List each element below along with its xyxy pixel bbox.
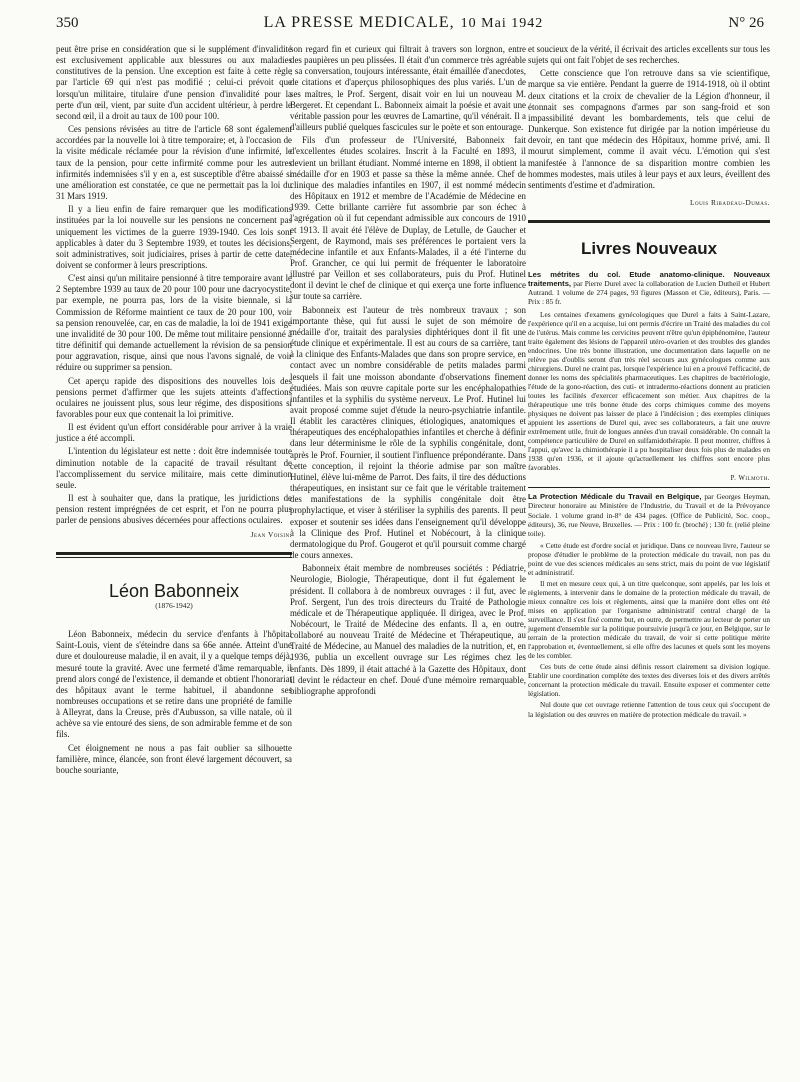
article-paragraph: C'est ainsi qu'un militaire pensionné à titre temporaire avant le 2 Septembre 1939 au taux de 20 pour 100 pour une dacryocystite, par exemple, ne pourra pas, lors de la visite biennale, si la Commission de Réforme maintient ce taux de 20 pour 100, voir sa pension renouvelée, car, en cas de maladie, la loi de 1941 exige une invalidité de 30 pour 100. De même tout militaire pensionné à titre définitif qui demande actuellement la révision de sa pension pour aggravation, risque, ainsi que nous l'avons signalé, de voir réduire ou supprimer sa pension. [56,273,292,373]
obituary-paragraph: Babonneix est l'auteur de très nombreux travaux ; son importante thèse, qui fut aussi le sujet de son mémoire de médaille d'or, traitait des paralysies diphtériques dont il fit une étude clinique et expérimentale. Il est au cours de sa carrière, tant à la clinique des Enfants-Malades que dans son propre service, en contact avec un nombre considérable de petits malades parmi lesquels il fait une moisson abondante d'observations finement étudiées. Mais son œuvre capitale porte sur les encéphalopathies infantiles et la syphilis du système nerveux. Le Prof. Hutinel lui avait proposé comme sujet d'étude la neuro-psychiatrie infantile. Il établit les caractères cliniques, étiologiques, anatomiques et thérapeutiques des encéphalopathies infantiles et cherche à définir dans leur déterminisme le rôle de la syphilis congénitale, dont, après le Prof. Fournier, il soutient l'influence prépondérante. Dans cette conception, il rejoint la théorie admise par son maître Hutinel, élève lui-même de Parrot. Des faits, il tire des déductions thérapeutiques, en insistant sur ce fait que le véritable traitement des manifestations de la syphilis congénitale doit être prophylactique, et viser à stériliser la syphilis des parents. Il peut exposer et soutenir ses idées dans l'enseignement qu'il développe à la Clinique des Prof. Hutinel et Nobécourt, à la clinique dermatologique du Prof. Gougerot et qu'il poursuit comme chargé de cours annexes. [290,304,526,561]
review-divider [528,487,770,488]
article-paragraph: Ces pensions révisées au titre de l'article 68 sont également accordées par la nouvelle loi à titre temporaire; et, à l'occasion de la visite médicale réclamée pour la révision d'une infirmité, le taux de la pension, pour cette infirmité comme pour les autres infirmités indemnisées s'il y en a, est susceptible d'être abaissé si une amélioration est constatée, ce que ne permettait pas la loi du 31 Mars 1919. [56,124,292,202]
obituary-paragraph: Léon Babonneix, médecin du service d'enfants à l'hôpital Saint-Louis, vient de s'éteindre dans sa 66e année. Atteint d'une dure et douloureuse maladie, il en avait, il y a quelque temps déjà, mesuré toute la gravité. Avec une fermeté d'âme remarquable, il prend alors congé de l'existence, il demande et obtient l'honorariat des hôpitaux avant le terme habituel, il abandonne ses nombreuses occupations et se retire dans une propriété de famille à Alleyrat, dans la Creuse, près d'Aubusson, sa ville natale, où il achève sa vie entouré des siens, de son admirable femme et de son fils. [56,629,292,740]
section-divider-thin [56,557,292,558]
page-number: 350 [56,15,79,31]
journal-masthead [264,14,544,32]
review-paragraph: Il met en mesure ceux qui, à un titre quelconque, sont appelés, par les lois et règlements, à intervenir dans le domaine de la protection médicale du travail, de mieux connaître ces lois et règlements, ainsi que la manière dont elles ont été mises en application par l'organisme administratif central chargé de la surveillance. Il s'est fixé comme but, en outre, de permettre au lecteur de porter un jugement d'ensemble sur la politique poursuivie jusqu'à ce jour, en Belgique, sur le terrain de la protection médicale du travail, de voir si cette politique mérite l'approbation et, éventuellement, si elle offre des lacunes et quels sont les moyens de les combler. [528,578,770,661]
obituary-paragraph: son regard fin et curieux qui filtrait à travers son lorgnon, entre des paupières un peu plissées. Il était d'un commerce très agréable ; sa conversation, toujours intéressante, était émaillée d'anecdotes, de citations et d'aperçus philosophiques des plus variés. L'un de ses maîtres, le Prof. Sergent, disait voir en lui un nouveau M. Bergeret. Et cependant L. Babonneix aimait la poésie et avait une véritable passion pour les œuvres de Lamartine, qu'il vénérait. Il a d'ailleurs publié quelques fascicules sur le poète et son entourage. [290,44,526,133]
column-middle [290,44,526,697]
obituary-title: Léon Babonneix [108,580,240,601]
review-title: La Protection Médicale du Travail en Belgique, [528,492,702,502]
page-header [56,14,764,38]
article-paragraph: peut être prise en considération que si le supplément d'invalidité est exclusivement applicable aux blessures ou aux maladies constitutives de la pension. Une exception est faite à cette règle par l'article 69 qui n'est pas modifié ; celui-ci prévoit que lorsqu'un militaire, titulaire d'une pension d'invalidité pour la perte d'un œil, vient, par suite d'un accident ultérieur, à perdre le second œil, il a droit au taux de 100 pour 100. [56,44,292,121]
obituary-paragraph: Cet éloignement ne nous a pas fait oublier sa silhouette familière, mince, élancée, son front élevé largement découvert, sa bouche souriante, [56,742,292,775]
issue-number: N° 26 [728,15,764,31]
author-signature: Jean Voisin. [250,529,292,539]
review-heading [528,492,770,537]
book-review-1 [528,270,770,483]
review-details: par Georges Heyman, Directeur honoraire au Ministère de l'Industrie, du Travail et de la Prévoyance Sociale. 1 volume grand in-8° de 434 pages. (Office de Publicité, Soc. coop., éditeurs), 36, rue Neuve, Bruxelles. — Prix : 100 fr. (broché) ; 130 fr. (relié pleine toile). [528,492,770,538]
obituary-paragraph: Babonneix était membre de nombreuses sociétés : Pédiatrie, Neurologie, Biologie, Thérapeutique, dont il fut également le président. Il collabora à de nombreux ouvrages : il fut, avec le Prof. Sergent, l'un des trois directeurs du Traité de Pathologie médicale et de Thérapeutique appliquée. Il dirigea, avec le Prof. Nobécourt, le Traité de Médecine des enfants. Il a, en outre, collaboré au nouveau Traité de Médecine et Thérapeutique, au Traité de Médecine, au Manuel des maladies de la nutrition, et, en 1936, publia un excellent ouvrage sur Les régimes chez les enfants. Dès 1899, il était attaché à la Gazette des Hôpitaux, dont il devint le rédacteur en chef. Doué d'une mémoire remarquable, bibliographe approfondi [290,563,526,696]
author-signature: Louis Ribadeau-Dumas. [689,198,770,208]
review-details: par Pierre Durel avec la collaboration de Lucien Dutheil et Hubert Autrand. 1 volume de 274 pages, 93 figures (Masson et Cie, éditeurs), Paris. — Prix : 85 fr. [528,279,770,307]
book-review-2 [528,492,770,718]
obituary-paragraph: et soucieux de la vérité, il écrivait des articles excellents sur tous les sujets qui ont fait l'objet de ses recherches. [528,44,770,66]
column-left [56,44,292,776]
obituary-paragraph: Fils d'un professeur de l'Université, Babonneix fait d'excellentes études scolaires. Inscrit à la Faculté en 1893, il devient un brillant étudiant. Nommé interne en 1898, il obtient la médaille d'or en 1903 et passe sa thèse la même année. Chef de clinique des maladies infantiles en 1907, il est nommé médecin des Hôpitaux en 1912 et membre de l'Académie de Médecine en 1939. Cette brillante carrière fut assombrie par son échec à l'agrégation où il fut cependant admissible aux concours de 1910 et 1913. Il avait été l'élève de Duplay, de Letulle, de Gaucher et Sergent, de Raymond, mais ses préférences le portaient vers la médecine infantile et aux Enfants-Malades, il a été l'interne du Prof. Grancher, ce qui lui permit de fréquenter le laboratoire illustré par Veillon et ses collaborateurs, puis du Prof. Hutinel dont il devint le chef de clinique et qui exerça une forte influence sur toute sa carrière. [290,135,526,302]
article-paragraph: Il est à souhaiter que, dans la pratique, les juridictions de pension restent imprégnées de cet esprit, et l'on ne pourra plus parler de pensions abusives décernées pour affections oculaires. [56,493,292,526]
review-paragraph: « Cette étude est d'ordre social et juridique. Dans ce nouveau livre, l'auteur se propose d'étudier le problème de la protection médicale du travail, non pas du point de vue des sciences médicales au sens strict, mais du point de vue législatif et administratif. [528,540,770,577]
article-paragraph: L'intention du législateur est nette : doit être indemnisée toute diminution notable de la capacité de travail résultant de l'accomplissement du service militaire, mais cette diminution seule. [56,446,292,490]
review-heading [528,270,770,306]
column-right [528,44,770,719]
review-paragraph: Ces buts de cette étude ainsi définis ressort clairement sa division logique. Etablir une coordination complète des textes des diverses lois et des divers arrêtés concernant la protection médicale du travail. Ensuite exposer et commenter cette législation. [528,662,770,699]
review-title: Les métrites du col. Etude anatomo-clinique. Nouveaux traitements, [528,270,770,289]
section-divider [528,220,770,223]
obituary-dates: (1876-1942) [155,600,193,610]
article-paragraph: Il est évident qu'un effort considérable pour arriver à la vraie justice a été accompli. [56,422,292,444]
section-title: Livres Nouveaux [580,239,718,259]
article-paragraph: Il y a lieu enfin de faire remarquer que les modifications instituées par la loi nouvelle sur les pensions ne concernent pas uniquement les victimes de la guerre 1939-1940. Ces lois sont applicables à dater du 3 Septembre 1939, et toutes les décisions, soit administratives, soit judiciaires, prises à partir de cette date, doivent se conformer à leurs prescriptions. [56,204,292,270]
obituary-paragraph: Cette conscience que l'on retrouve dans sa vie scientifique, marque sa vie entière. Pendant la guerre de 1914-1918, où il obtint deux citations et la croix de chevalier de la Légion d'honneur, il étonnait ses compagnons d'armes par son sang-froid et son impassibilité devant les bombardements, tels que celui de Dunkerque. Son existence fut dirigée par la notion impérieuse du devoir, en tant que médecin des Hôpitaux, homme privé, ami. Il mourut simplement, comme il avait vécu. L'émotion qui s'est manifestée à l'annonce de sa disparition montre combien les hommes modestes, mais utiles à leur pays et aux leurs, éveillent des sentiments d'estime et d'admiration. [528,68,770,190]
review-signature: P. Wilmoth. [730,475,770,483]
issue-date: 10 Mai 1942 [460,16,544,31]
article-paragraph: Cet aperçu rapide des dispositions des nouvelles lois des pensions permet d'affirmer que les sujets atteints d'affections oculaires ne jouissent plus, sous leur régime, des dispositions si favorables pour eux que contenait la loi primitive. [56,375,292,419]
review-paragraph: Les centaines d'examens gynécologiques que Durel a faits à Saint-Lazare, l'expérience qu'il en a acquise, lui ont permis d'écrire un Traité des maladies du col de l'utérus. Mais comme les cervicites peuvent n'être qu'un épiphénomène, l'auteur traite également des lésions de l'appareil utéro-ovarien et des troubles des glandes endocrines. Une très bonne illustration, une documentation dans laquelle on ne relève pas d'oublis seront d'un très réel secours aux gynécologues comme aux chirurgiens. Durel ne craint pas, lorsque l'expérience lui en a prouvé l'efficacité, de donner les noms des spécialités pharmaceutiques. Les chapitres de bactériologie, l'étude de la gono-réaction, des cuti- et intradermo-réactions donnent au praticien toutes les facilités d'exercer efficacement son métier. Aux chapitres de la thérapeutique une très bonne étude des corps chimiques comme des moyens physiques ne doivent pas laisser de place à l'indécision ; des exemples cliniques appuient les assertions de Durel qui, avec ses collaborateurs, a fait une œuvre extrêmement utile, fruit de longues années d'un travail considérable. On connaît la compétence particulière de Durel en sulfamidothérapie. Il peut montrer, chiffres à l'appui, qu'avec la chimiothérapie il a pu hospitaliser deux fois plus de malades en 1938 qu'en 1936, et il ajoute qu'actuellement les chiffres sont encore plus favorables. [528,309,770,473]
journal-name: LA PRESSE MEDICALE, [263,14,455,31]
review-paragraph: Nul doute que cet ouvrage retienne l'attention de tous ceux qui s'occupent de la législation ou des œuvres en matière de protection médicale du travail. » [528,700,770,719]
section-divider [56,552,292,555]
